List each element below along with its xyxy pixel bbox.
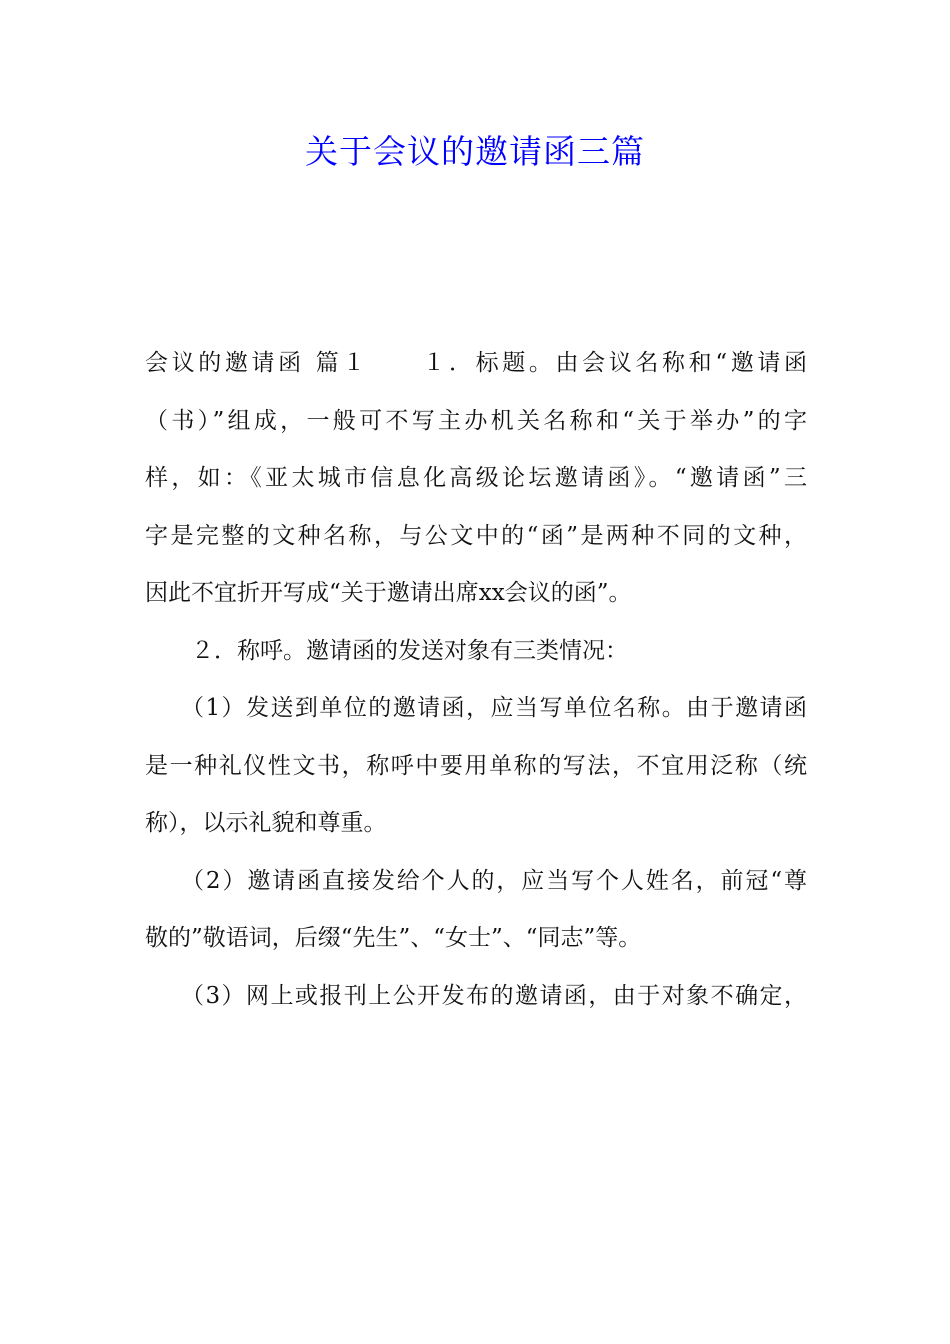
paragraph-line: （3）网上或报刊上公开发布的邀请函，由于对象不确定， <box>181 982 807 1009</box>
paragraph-line: （2）邀请函直接发给个人的，应当写个人姓名，前冠“尊 <box>181 867 807 894</box>
paragraph-line: 样，如：《亚太城市信息化高级论坛邀请函》。“邀请函”三 <box>145 465 807 491</box>
paragraph-line: 字是完整的文种名称，与公文中的“函”是两种不同的文种， <box>145 522 807 549</box>
document-body <box>145 335 807 1025</box>
paragraph-line: （1）发送到单位的邀请函，应当写单位名称。由于邀请函 <box>181 695 807 721</box>
paragraph-line: （书）”组成，一般可不写主办机关名称和“关于举办”的字 <box>145 407 807 434</box>
paragraph-line: 会议的邀请函 篇１ １．标题。由会议名称和“邀请函 <box>145 350 807 376</box>
paragraph-line: 是一种礼仪性文书，称呼中要用单称的写法，不宜用泛称（统 <box>145 752 807 779</box>
paragraph-line: 称），以示礼貌和尊重。 <box>145 810 387 836</box>
paragraph-line: ２．称呼。邀请函的发送对象有三类情况： <box>191 637 628 664</box>
paragraph-line: 敬的”敬语词，后缀“先生”、“女士”、“同志”等。 <box>145 925 642 951</box>
document-title: 关于会议的邀请函三篇 <box>305 132 645 171</box>
paragraph-line: 因此不宜折开写成“关于邀请出席xx会议的函”。 <box>145 580 632 606</box>
